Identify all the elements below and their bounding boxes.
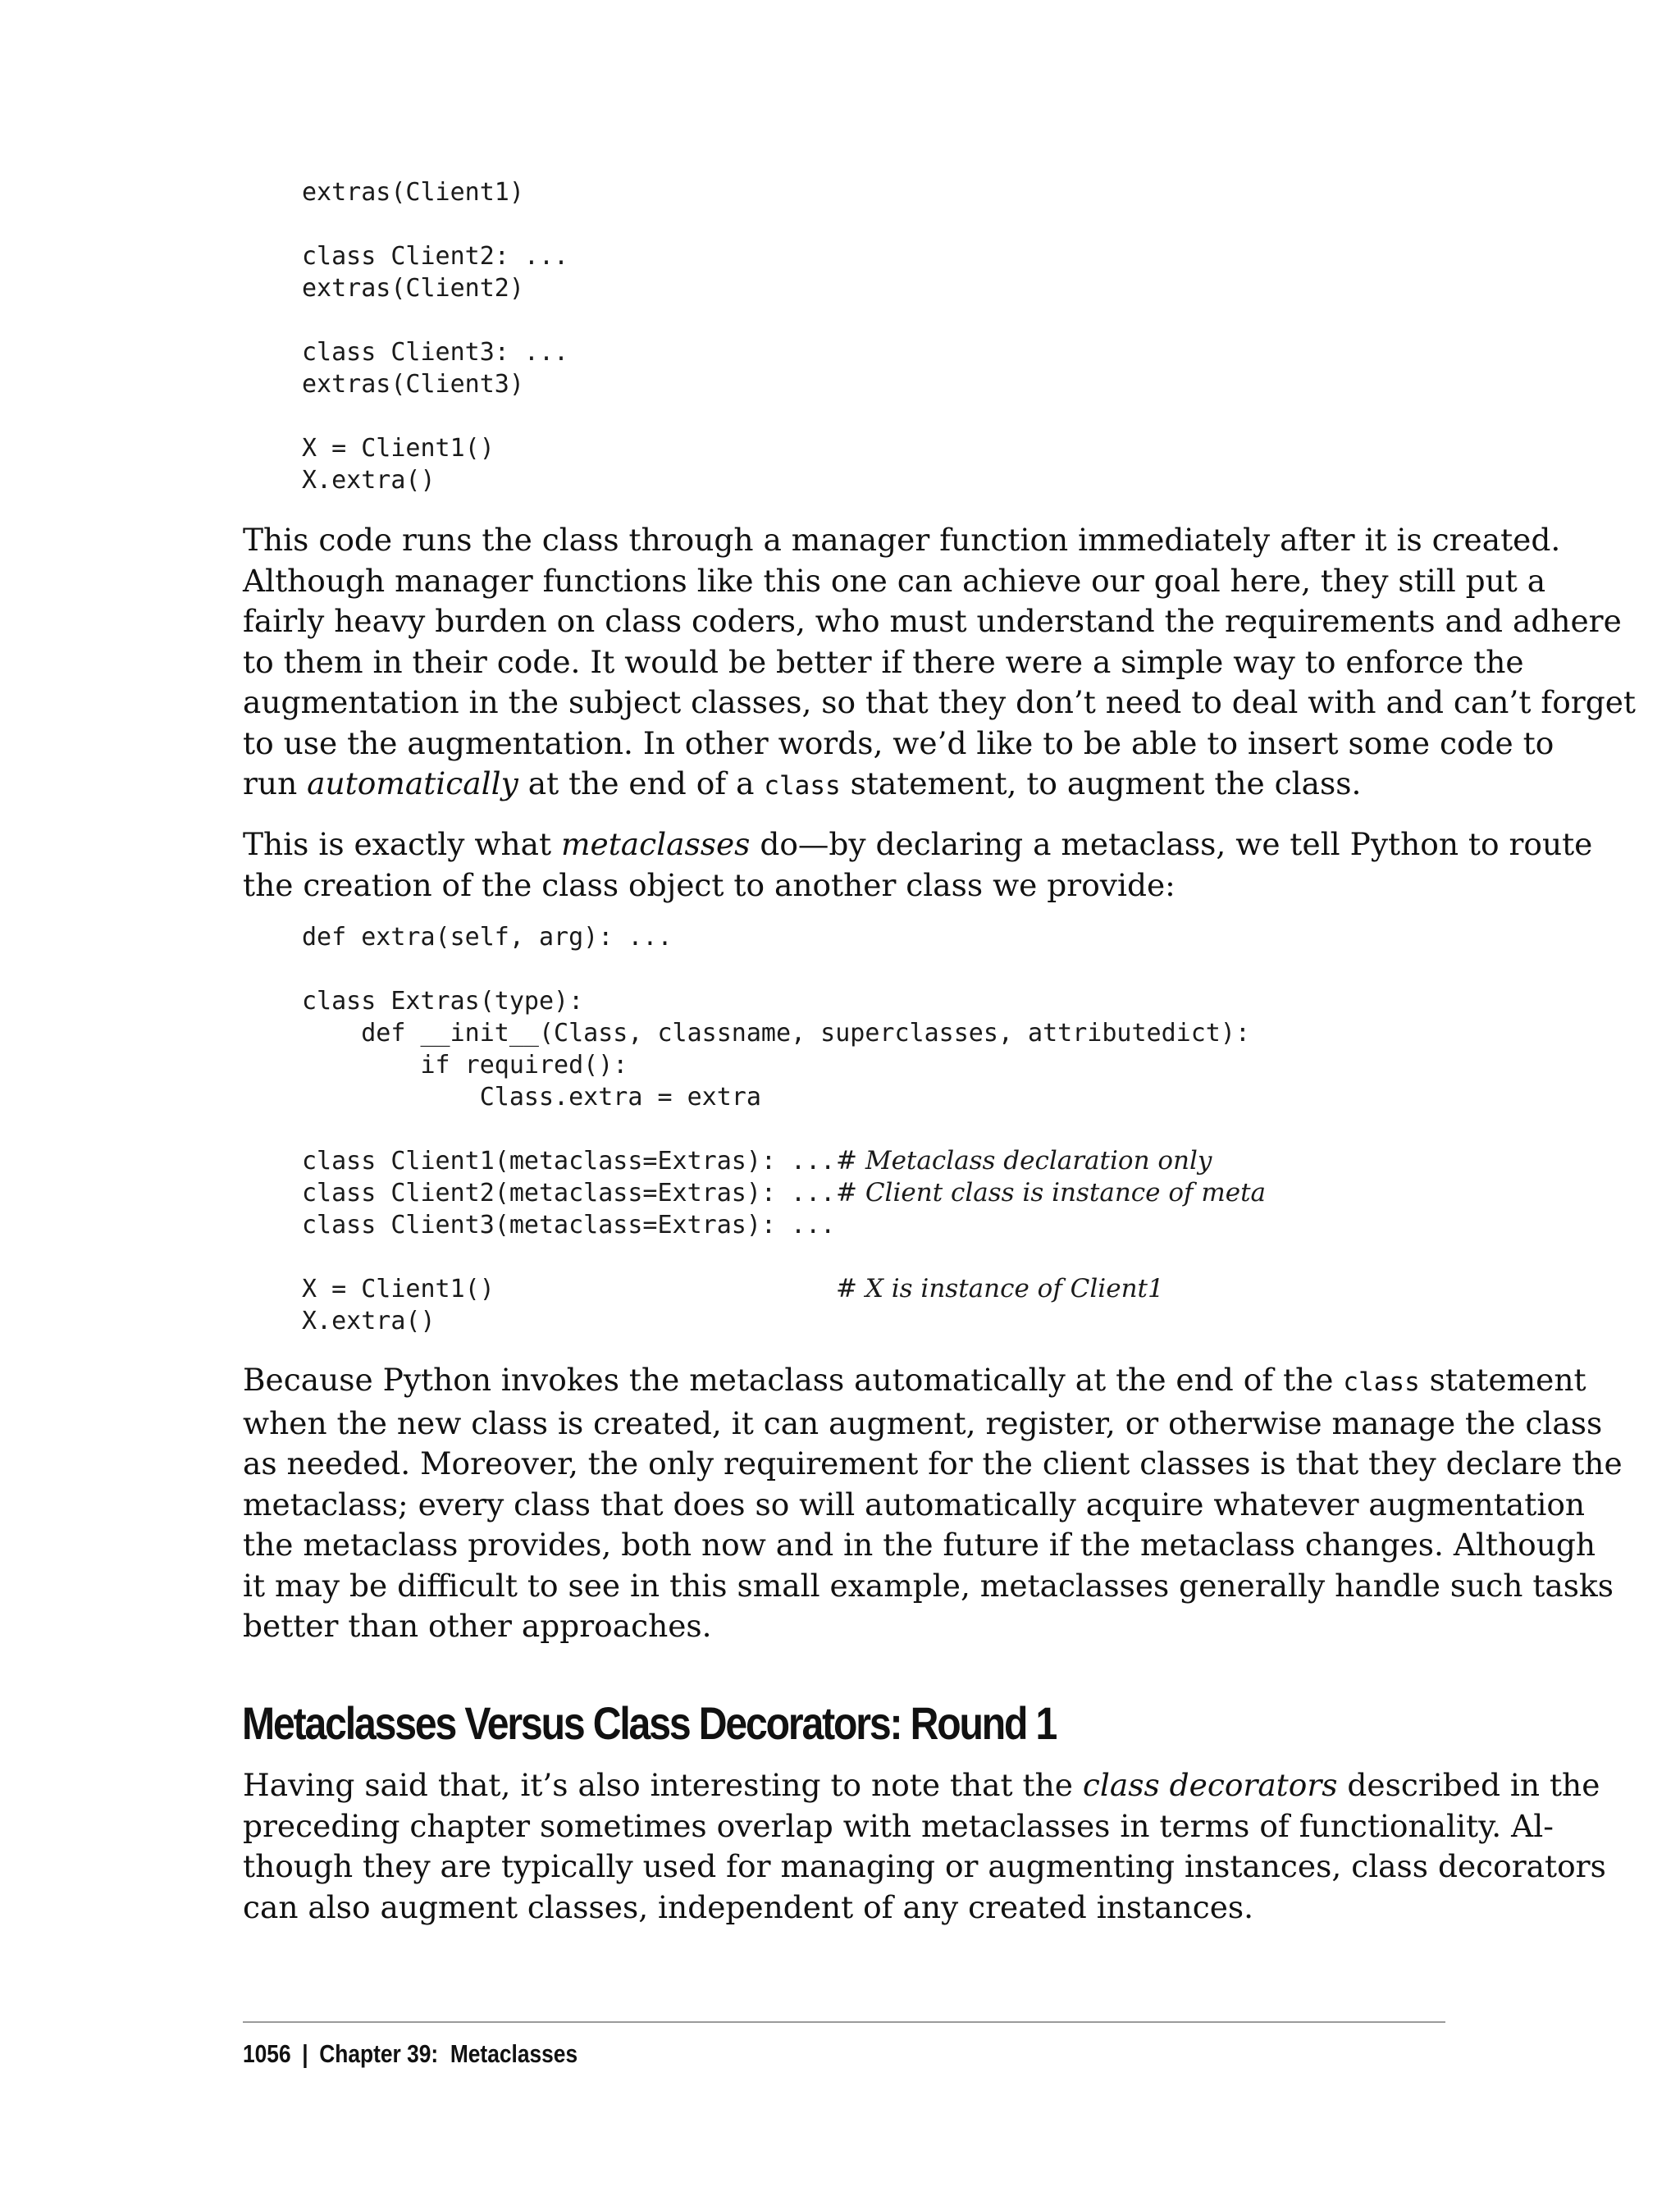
text-line: This code runs the class through a manager function immediately after it is created. <box>243 522 1561 558</box>
code-line: X.extra() <box>302 1307 436 1335</box>
text-line: to use the augmentation. In other words, we’d like to be able to insert some code to <box>243 724 1554 761</box>
code-line: Class.extra = extra <box>302 1083 761 1112</box>
text-line: as needed. Moreover, the only requirement for the client classes is that they declare the <box>243 1445 1623 1481</box>
code-line: def __init__(Class, classname, superclasses, attributedict): <box>302 1019 1250 1048</box>
footer-separator: | <box>302 2039 308 2068</box>
text-line <box>243 1765 1600 1806</box>
text-line: better than other approaches. <box>243 1608 712 1644</box>
text-line: preceding chapter sometimes overlap with metaclasses in terms of functionality. Al- <box>243 1807 1554 1844</box>
emphasis-automatically: automatically <box>307 765 518 801</box>
text-line: Although manager functions like this one can achieve our goal here, they still put a <box>243 562 1546 599</box>
code-text: class Client1(metaclass=Extras): ... <box>302 1147 836 1176</box>
text-line: the creation of the class object to another class we provide: <box>243 866 1176 903</box>
text-run: do—by declaring a metaclass, we tell Python to route <box>750 826 1593 862</box>
inline-code-class: class <box>764 771 841 801</box>
code-comment: # Metaclass declaration only <box>836 1146 1212 1176</box>
page-number: 1056 <box>243 2039 291 2068</box>
code-text: X = Client1() <box>302 1275 495 1303</box>
code-line: extras(Client2) <box>302 274 524 303</box>
text-run: Because Python invokes the metaclass automatically at the end of the <box>243 1362 1344 1398</box>
text-line: metaclass; every class that does so will automatically acquire whatever augmentation <box>243 1486 1586 1522</box>
text-run: Having said that, it’s also interesting to note that the <box>243 1767 1083 1803</box>
code-line <box>302 953 1250 985</box>
code-comment: # X is instance of Client1 <box>836 1274 1164 1303</box>
chapter-title: Chapter 39: Metaclasses <box>319 2039 578 2068</box>
text-line <box>243 1360 1586 1404</box>
code-line <box>302 1241 1250 1273</box>
code-line: class Client2: ... <box>302 242 569 271</box>
page-footer <box>243 2039 578 2069</box>
code-line <box>302 1273 1250 1305</box>
emphasis-class-decorators: class decorators <box>1082 1767 1338 1803</box>
paragraph-manager-function <box>243 520 1636 807</box>
paragraph-class-decorators <box>243 1765 1606 1928</box>
code-line <box>302 1177 1267 1209</box>
section-heading: Metaclasses Versus Class Decorators: Round 1 <box>242 1697 1057 1749</box>
code-line <box>302 208 568 240</box>
paragraph-metaclass-automatic <box>243 1360 1623 1647</box>
code-block-extras-calls <box>302 176 568 496</box>
code-line <box>302 1113 1250 1145</box>
code-line: extras(Client3) <box>302 370 524 399</box>
text-line <box>243 824 1593 865</box>
text-line <box>243 764 1445 807</box>
text-line: the metaclass provides, both now and in the future if the metaclass changes. Although <box>243 1527 1596 1563</box>
code-line: class Extras(type): <box>302 987 584 1016</box>
text-run: run <box>243 765 308 801</box>
code-comment: # Client class is instance of meta <box>836 1178 1267 1208</box>
text-run: This is exactly what <box>243 826 561 862</box>
text-run: at the end of a <box>518 765 765 801</box>
code-line: if required(): <box>302 1051 628 1080</box>
code-line: X.extra() <box>302 466 436 495</box>
text-line: fairly heavy burden on class coders, who must understand the requirements and adhere <box>243 603 1622 639</box>
text-line: augmentation in the subject classes, so that they don’t need to deal with and can’t forget <box>243 684 1636 720</box>
text-line: when the new class is created, it can augment, register, or otherwise manage the class <box>243 1404 1603 1441</box>
code-line: def extra(self, arg): ... <box>302 923 673 952</box>
emphasis-metaclasses: metaclasses <box>560 826 751 862</box>
text-line: it may be difficult to see in this small example, metaclasses generally handle such tasks <box>243 1567 1614 1604</box>
code-line: X = Client1() <box>302 434 495 463</box>
code-line <box>302 304 568 336</box>
text-line: can also augment classes, independent of any created instances. <box>243 1888 1254 1925</box>
text-line: though they are typically used for managing or augmenting instances, class decorators <box>243 1848 1606 1884</box>
code-text: class Client2(metaclass=Extras): ... <box>302 1179 836 1208</box>
inline-code-class: class <box>1343 1367 1420 1397</box>
footer-rule <box>243 2021 1445 2023</box>
text-run: described in the <box>1337 1767 1600 1803</box>
text-run: statement <box>1419 1362 1586 1398</box>
code-line <box>302 400 568 432</box>
code-line: class Client3(metaclass=Extras): ... <box>302 1211 836 1239</box>
text-line: to them in their code. It would be better if there were a simple way to enforce the <box>243 643 1524 680</box>
code-line: class Client3: ... <box>302 338 569 367</box>
code-line: extras(Client1) <box>302 178 524 207</box>
text-run: statement, to augment the class. <box>840 765 1362 801</box>
code-block-metaclass-example <box>302 921 1267 1337</box>
code-line <box>302 1145 1250 1177</box>
paragraph-metaclasses-intro <box>243 824 1593 906</box>
